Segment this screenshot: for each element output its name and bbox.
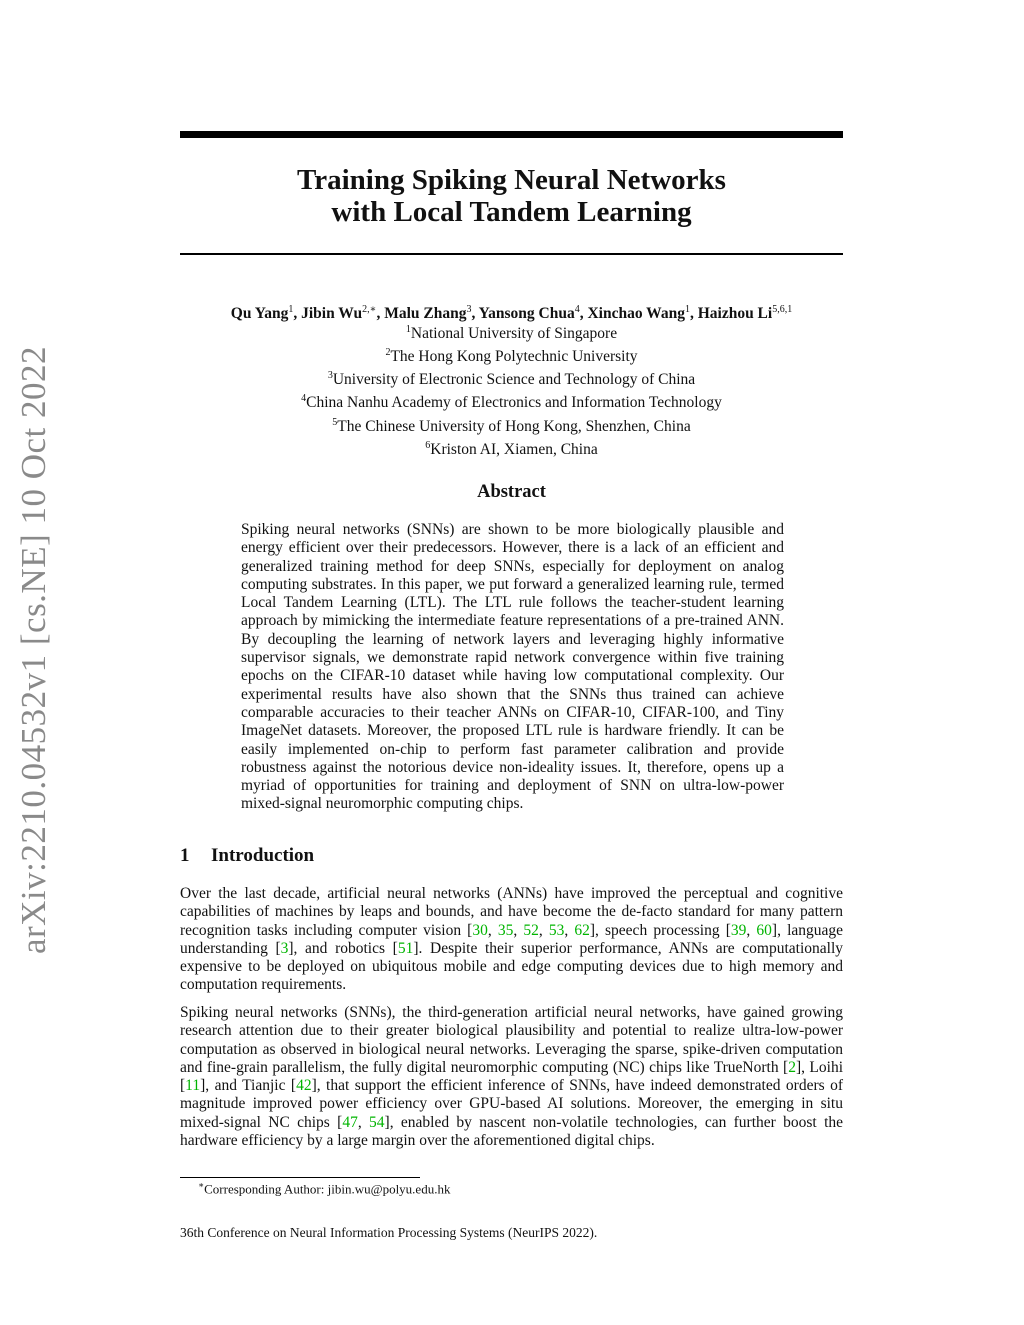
affiliation-list [180,320,843,459]
citation-link[interactable]: 54 [369,1113,385,1131]
citation-link[interactable]: 62 [574,921,590,939]
affiliation-mark: 5 [332,416,338,428]
citation-link[interactable]: 11 [185,1077,201,1095]
affiliation-mark: 6 [425,439,431,451]
paragraph-text: Spiking neural networks (SNNs), the third-generation artificial neural networks, have gained growing research attention due to their greater biological plausibility and potential to realize ultra-low-power computation as observed in biological neural networks. Leveraging the sparse, spike-driven computation and fine-grain parallelism, the fully digital neuromorphic computing (NC) chips like TrueNorth [ [180,1004,843,1076]
author-name: Haizhou Li [697,305,773,323]
affiliation-line [180,436,843,459]
affiliation-line [180,413,843,436]
section-title: Introduction [211,845,315,866]
author-affiliation-mark: 2,∗ [362,304,377,315]
author-name: Qu Yang [230,305,289,323]
paragraph-text: ], and robotics [ [288,939,398,957]
footnote-mark: ∗ [198,1180,205,1190]
section-number: 1 [180,845,190,866]
paragraph-text: ], language understanding [ [180,921,844,957]
affiliation-name: The Chinese University of Hong Kong, Shenzhen, China [337,417,691,435]
affiliation-name: University of Electronic Science and Technology of China [332,371,696,389]
paragraph-text: ], enabled by nascent non-volatile technologies, can further boost the hardware efficiency by a large margin over the aforementioned digital chips. [180,1113,843,1150]
title-bottom-rule [180,253,843,255]
abstract-heading: Abstract [477,482,546,502]
paper-title-line-1: Training Spiking Neural Networks [297,164,726,196]
paragraph-text: ], that support the efficient inference of SNNs, have indeed demonstrated orders of magnitude improved power efficiency over GPU-based AI solutions. Moreover, the emerging in situ mixed-signal NC chips [ [180,1077,844,1131]
citation-link[interactable]: 3 [280,939,289,957]
paragraph-text: , [513,921,524,939]
citation-link[interactable]: 42 [296,1077,312,1095]
citation-link[interactable]: 35 [497,921,514,939]
footnote-text: Corresponding Author: jibin.wu@polyu.edu.hk [204,1181,451,1197]
author-name: Jibin Wu [301,305,363,323]
affiliation-line [180,343,843,366]
footnote [198,1180,450,1197]
paragraph-text: ], speech processing [ [589,921,731,939]
author-affiliation-mark: 1 [288,304,294,315]
citation-link[interactable]: 52 [523,921,539,939]
affiliation-name: Kriston AI, Xiamen, China [430,440,598,458]
title-top-rule [180,131,843,138]
paragraph-text: , [564,921,575,939]
section-heading [180,845,314,867]
affiliation-line [180,320,843,343]
paragraph-text: , [487,921,498,939]
affiliation-line [180,366,843,389]
paragraph-text: Over the last decade, artificial neural networks (ANNs) have improved the perceptual and cognitive capabilities of machines by leaps and bounds, and have become the de-facto standard for many pattern recognition tasks including computer vision [ [180,885,843,939]
arxiv-identifier-text: arXiv:2210.04532v1 [cs.NE] 10 Oct 2022 [14,345,53,955]
citation-link[interactable]: 47 [342,1113,358,1131]
citation-link[interactable]: 30 [472,921,488,939]
affiliation-mark: 4 [301,393,307,405]
author-name: Xinchao Wang [587,305,685,323]
paragraph-text: ], and Tianjic [ [200,1077,297,1095]
author-affiliation-mark: 1 [684,304,690,315]
abstract-text: Spiking neural networks (SNNs) are shown to be more biologically plausible and energy efficient over their predecessors. However, there is a lack of an efficient and generalized training method for deep SNNs, especially for deployment on analog computing substrates. In this paper, we put forward a generalized learning rule, termed Local Tandem Learning (LTL). The LTL rule follows the teacher-student learning approach by mimicking the intermediate feature representations of a pre-trained ANN. By decoupling the learning of network layers and leveraging highly informative supervisor signals, we demonstrate rapid network convergence within five training epochs on the CIFAR-10 dataset while having low computational complexity. Our experimental results have also shown that the SNNs thus trained can achieve comparable accuracies to their teacher ANNs on CIFAR-10, CIFAR-100, and Tiny ImageNet datasets. Moreover, the proposed LTL rule is hardware friendly. It can be easily implemented on-chip to perform fast parameter calibration and provide robustness against the notorious device non-ideality issues. It, therefore, opens up a myriad of opportunities for training and deployment of SNN on ultra-low-power mixed-signal neuromorphic computing chips. [241,521,784,813]
paper-title [180,164,843,228]
citation-link[interactable]: 53 [548,921,565,939]
footnote-rule [180,1177,420,1178]
citation-link[interactable]: 39 [730,921,747,939]
author-name: Malu Zhang [384,305,467,323]
affiliation-mark: 1 [405,324,411,335]
affiliation-name: The Hong Kong Polytechnic University [390,348,638,366]
paragraph-text: ], Loihi [ [180,1058,843,1095]
paragraph-text: , [357,1113,370,1131]
paragraph-text: ]. Despite their superior performance, ANNs are computationally expensive to be deployed on ubiquitous mobile and edge computing devices due to high memory and computation requirements. [180,939,844,994]
affiliation-line [180,389,843,412]
author-affiliation-mark: 4 [574,304,580,315]
citation-link[interactable]: 60 [756,921,772,939]
affiliation-mark: 3 [327,370,333,382]
citation-link[interactable]: 51 [397,939,414,957]
affiliation-mark: 2 [385,347,391,359]
paper-title-line-2: with Local Tandem Learning [331,196,692,228]
intro-paragraph-1 [180,885,843,995]
affiliation-name: National University of Singapore [410,325,618,343]
intro-paragraph-2 [180,1004,843,1150]
author-name: Yansong Chua [478,305,575,323]
author-list: Qu Yang$^1$, Jibin $Wu^{2,∗}$, Malu Zhang$^3$, Yansong Chua$^4$, Xinchao Wang$^1$, Haizhou Li$^{5,6,1}$ [230,304,793,323]
author-affiliation-mark: 3 [466,304,472,315]
venue-note: 36th Conference on Neural Information Processing Systems (NeurIPS 2022). [180,1225,598,1240]
citation-link[interactable]: 2 [788,1058,796,1076]
paragraph-text: , [538,921,549,939]
arxiv-identifier-stamp [4,345,64,955]
author-affiliation-mark: 5,6,1 [772,304,793,315]
affiliation-name: China Nanhu Academy of Electronics and Information Technology [306,394,722,412]
paragraph-text: , [746,921,757,939]
